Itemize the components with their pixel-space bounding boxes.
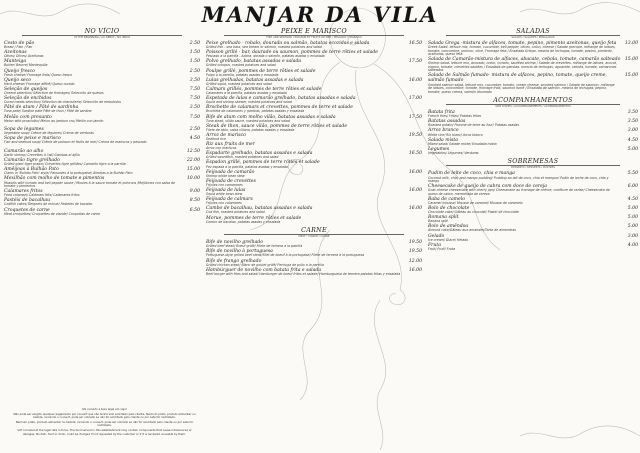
section-subtitle: AT THE BEGINNING / AU DÉBUT / NO INICIO <box>73 36 131 39</box>
menu-item-name: Riz aux fruits de mer <box>206 142 255 148</box>
menu-item-price: 19.50 <box>408 240 422 246</box>
menu-item <box>428 119 638 128</box>
menu-item-name: Cheesecake de queijo de cabra com doce de cereja <box>428 184 547 190</box>
menu-item-price: 4.50 <box>189 136 200 142</box>
menu-item-name: Morue, pommes de terre rôties et salade <box>206 215 302 221</box>
menu-item-price: 15.00 <box>186 167 200 173</box>
menu-item-description: Mussels with tomato and bell pepper sauce / Moules à la sauce tomate et poivrons /Mejillones con salsa de tomate y pimientos <box>4 180 176 189</box>
menu-item <box>4 136 200 145</box>
menu-item <box>206 188 422 197</box>
menu-item-name: Romana split <box>428 215 459 221</box>
menu-item <box>428 128 638 137</box>
menu-item-description: Vegetable soup/ Crème de légumes/ Crema de verduras <box>4 131 94 136</box>
menu-item <box>4 149 200 158</box>
menu-item-description: Hard cheese/ Fromage affiné/ Queso curado <box>4 81 75 86</box>
menu-item-description: Ice cream/ Glace/ Helado <box>428 237 469 242</box>
menu-item-price: 19.50 <box>408 132 422 138</box>
section-subtitle: MEAT / VIANDE / CARNE <box>298 235 330 239</box>
menu-item-price: 15.00 <box>624 73 638 79</box>
menu-item-price: 7.50 <box>189 114 200 120</box>
section-title: PEIXE E MARISCO <box>224 28 404 36</box>
menu-item-description: Shrimp white bean stew <box>206 173 245 178</box>
menu-item-name: Fruta <box>428 242 441 248</box>
menu-item-price: 5.50 <box>627 171 638 177</box>
menu-item-name: Pastéis de bacalhau <box>4 198 51 204</box>
menu-section-no-vicio <box>4 28 200 123</box>
menu-item-name: Batata frita <box>428 110 455 116</box>
section-title: NO VÍCIO <box>22 28 182 36</box>
menu-item-name: Baba de camelo <box>428 196 465 202</box>
menu-column-left <box>4 26 200 217</box>
menu-item <box>4 50 200 59</box>
menu-item-name: Hambúrguer de novilho com batata frita e salada <box>206 267 322 273</box>
menu-item-description: Pulpo a la parrilla, patatas asadas y ensalada <box>206 72 279 77</box>
menu-item-name: Feijoada de calmars <box>206 197 253 203</box>
menu-item <box>4 78 200 87</box>
menu-item <box>206 78 422 87</box>
menu-item <box>206 124 422 133</box>
menu-item <box>206 160 422 169</box>
menu-item <box>206 268 422 277</box>
menu-item <box>206 69 422 78</box>
menu-item <box>206 87 422 96</box>
menu-item-price: 17.50 <box>408 114 422 120</box>
menu-item-name: Camarão ao alho <box>4 148 44 154</box>
menu-item-description: Olives/ Olives/ Aceitunas <box>4 54 44 59</box>
menu-item-name: Bolo de amêndoa <box>428 224 469 230</box>
menu-item-name: Manteiga <box>4 59 27 65</box>
menu-item <box>428 110 638 119</box>
menu-item <box>428 184 638 196</box>
menu-item <box>206 115 422 124</box>
menu-item <box>206 133 422 142</box>
menu-item-name: Bife de frango grelhado <box>206 258 262 264</box>
menu-item-description: Garlic shrimp/ Crevettes à l'ail/ Gambas al ajillo <box>4 152 80 157</box>
menu-item-price: 16.50 <box>408 151 422 157</box>
menu-item-name: Seleção de queijos <box>4 86 48 92</box>
menu-item-description: Melon with prosciutto/ Melon au jambon cru/ Melón con jamón <box>4 118 104 123</box>
menu-item-name: Brochette de calamars et crevettes, pommes de terre et salade <box>206 105 353 111</box>
menu-item <box>428 138 638 147</box>
menu-item <box>206 170 422 179</box>
menu-item-price: 5.00 <box>627 224 638 230</box>
menu-item <box>206 197 422 206</box>
menu-item-description: Calamares a la parrilla, patatas asadas y ensalada <box>206 91 287 96</box>
menu-item-name: Pudim de leite de coco, chia e manga <box>428 171 515 177</box>
menu-item <box>428 171 638 183</box>
menu-item-price: 4.00 <box>627 242 638 248</box>
menu-item-description: Frijoles con calamares <box>206 201 242 206</box>
menu-item-price: 16.00 <box>408 169 422 175</box>
menu-item <box>4 69 200 78</box>
section-title: ACOMPANHAMENTOS <box>446 97 620 105</box>
menu-item-description: Grilled squid, roasted potatoes and salad <box>206 81 272 86</box>
menu-item-description: Combo de bacalao, patatas asadas y ensalada <box>206 219 281 224</box>
menu-item <box>4 167 200 176</box>
menu-section-saladas <box>428 28 638 94</box>
menu-item-name: Arroz branco <box>428 128 459 134</box>
menu-item-price: 4.50 <box>627 137 638 143</box>
menu-item-price: 9.00 <box>189 189 200 195</box>
menu-item-description: Fried calamari/ Calamars frits/ Calamares fritos <box>4 193 80 198</box>
menu-item-description: Brocheta de calamares y gambas, patatas asadas y ensalada <box>206 109 305 114</box>
menu-item-description: Grilled fish - sea bass, sea bream or salmon, roasted potatoes and salad <box>206 45 322 50</box>
menu-item <box>4 176 200 188</box>
menu-item-price: 15.00 <box>624 57 638 63</box>
menu-item-description: Banana split <box>428 219 448 224</box>
menu-item-price: 13.00 <box>624 41 638 46</box>
menu-item <box>206 59 422 68</box>
menu-item-price: 2.50 <box>189 41 200 46</box>
menu-item-description: Goat cheese cheesecake with cherry jam/ Cheesecake au fromage de chèvre, confiture de cerise/ Cheesecake de queso de cabra, mermelada de cereza <box>428 188 610 196</box>
menu-item-name: Melão com presunto <box>4 114 52 120</box>
menu-item-name: Croquetes de carne <box>4 207 50 213</box>
menu-item-description: Frijoles con camarones <box>206 182 243 187</box>
menu-item-description: Tuna steak, villão sauce, roasted potatoes and salad <box>206 118 290 123</box>
menu-item <box>428 215 638 224</box>
menu-item <box>206 50 422 59</box>
menu-item <box>4 87 200 96</box>
menu-item-name: Polvo grelhado, batatas assadas e salada <box>206 59 302 65</box>
menu-item <box>206 142 422 151</box>
menu-section-carne <box>206 227 422 276</box>
note: IVA incluído à taxa legal em vigor <box>81 407 128 411</box>
section-title: SOBREMESAS <box>446 158 620 166</box>
menu-item-price: 22.00 <box>186 158 200 164</box>
menu-item-description: Greek Salad- lettuce mix, tomato, cucumber, bell pepper, olives, onion, cheese / Salade grecque- mélange de laitues, tomate, concombre, poivron, olive, Fromage feta / Ensalada Griega- mezcla de lechugas, tomate, pepino, pimiento, aceitunas, queso feta <box>428 45 616 57</box>
restaurant-title: MANJAR DA VILA <box>201 2 439 27</box>
menu-item-price: 16.00 <box>408 77 422 83</box>
section-subtitle: FISH AND SEAFOOD / POISSON ET FRUITS DE MER / PESCADO Y MARISCO <box>266 36 362 39</box>
menu-item <box>4 158 200 167</box>
menu-item-description: Pescado a la parrilla - lubina, dorada o salmón, patatas asadas y ensalada <box>206 54 325 59</box>
section-title: SALADAS <box>446 28 620 36</box>
menu-item-price: 16.00 <box>408 188 422 193</box>
menu-item-price: 3.50 <box>189 77 200 83</box>
menu-item-name: Camarão tigre grelhado <box>4 158 60 164</box>
menu-item-name: Salada de Camarão-mistura de alfaces, abacate, cebola, tomate, camarão salteado <box>428 57 621 63</box>
menu-item-price: 5.00 <box>627 146 638 152</box>
menu-item-description: Grilled octopus, roasted potatoes and salad <box>206 63 276 68</box>
menu-item-line <box>428 215 638 220</box>
note: Nenhum prato, produto alimentar ou bebida, incluindo o couvert, pode ser cobrado se não for solicitado pelo cliente ou por este for inutilizado. <box>15 420 194 428</box>
menu-item-description: Cod fish, roasted potatoes and salad <box>206 210 265 215</box>
menu-item-name: Queijo seco <box>4 77 31 83</box>
menu-item-price: 7.50 <box>189 86 200 92</box>
menu-item-description: Meat croquettes/ Croquettes de viande/ Croquetas de carne <box>4 211 100 216</box>
menu-item-name: Feijoada de camarão <box>206 169 255 175</box>
menu-item-description: Seafood rice <box>206 136 226 141</box>
menu-item-description: Butter/ Beurre/ Mantequilla <box>4 63 48 68</box>
menu-section-sopas <box>4 127 200 145</box>
menu-item <box>206 216 422 225</box>
menu-item-name: Sopa de peixe e marisco <box>4 136 61 142</box>
menu-item-name: Amêijoas à Bulhão Pato <box>4 167 59 173</box>
menu-item <box>4 198 200 207</box>
menu-item-price: 1.50 <box>189 50 200 56</box>
menu-section-sobremesas <box>428 158 638 251</box>
menu-item-name: Batatas assadas <box>428 119 466 125</box>
menu-item <box>4 59 200 68</box>
menu-item-description: Chocolate cake/ Gâteau au chocolat/ Pastel de chocolate <box>428 210 519 215</box>
menu-item-name: Poulpe grillé, pommes de terre rôties et salade <box>206 68 316 74</box>
menu-item-price: 12.00 <box>408 258 422 264</box>
menu-item-description: Roasted potato/ Pomme de terre au four/ Patatas asadas <box>428 123 519 128</box>
menu-item-name: Azeitonas <box>4 50 27 56</box>
menu-item <box>4 189 200 198</box>
menu-item <box>428 243 638 252</box>
menu-item-line <box>428 243 638 248</box>
menu-item-name: Espetada de lulas e camarão grelhado, batatas assadas e salada <box>206 96 356 102</box>
menu-item-description: French fries/ Frites/ Patatas fritas <box>428 114 482 119</box>
menu-column-middle <box>206 26 422 277</box>
menu-item-price: 6.00 <box>627 184 638 190</box>
menu-item-description: Bread / Pain / Pan <box>4 45 33 50</box>
menu-item <box>428 206 638 215</box>
menu-item <box>428 224 638 233</box>
menu-item-name: Mexilhão com molho de tomate e pimentos <box>4 176 105 182</box>
menu-item-name: Queijo fresco <box>4 68 35 74</box>
menu-item-price: 3.00 <box>627 128 638 134</box>
menu-item-price: 5.00 <box>627 215 638 221</box>
menu-item-price: 7.50 <box>189 96 200 102</box>
menu-item-description: Portuguese-style grilled beef steak/Filet de boeuf à la portugaise/ Filete de ternera a la portuguesa <box>206 253 365 258</box>
menu-item-name: Seleção de enchidos <box>4 96 52 102</box>
menu-item <box>206 96 422 105</box>
menu-item-description: Squid white bean stew <box>206 192 243 197</box>
menu-item-description: Mixed salad/ Salade mixte/ Ensalada mixta <box>428 141 497 146</box>
menu-item-price: 12.50 <box>186 148 200 154</box>
menu-item-price: 3.00 <box>627 233 638 239</box>
menu-item <box>4 208 200 217</box>
menu-item-price: 2.50 <box>189 68 200 74</box>
menu-item-price: 16.50 <box>408 41 422 46</box>
tentacle-5 <box>374 300 386 450</box>
note: VAT included at the legal rate in force. The food served in this establishment may contain components that cause intolerances or allergies. No dish, food or drink, could be charged if not requested by the customer or if it is rendered unusable by them. <box>17 428 192 436</box>
menu-item-price: 3.50 <box>627 119 638 125</box>
section-subtitle: SIDE DISHES / ACCOMPAGNEMENTS / ACOMPAÑAMIENTOS <box>495 105 571 109</box>
menu-item-name: Pâté de atum / Pâté de sardinha <box>4 105 79 111</box>
menu-item-name: Bolo de chocolate <box>428 205 470 211</box>
menu-item <box>428 41 638 57</box>
menu-item-price: 17.00 <box>408 96 422 102</box>
menu-item-name: Feijoada de lulas <box>206 188 246 193</box>
menu-item <box>4 127 200 136</box>
menu-item-description: Beef burger with fries and salad/ Hamburger de boeuf frites et salade/ Hamburguesa de ternera patatas fritas y ensalada <box>206 271 401 276</box>
menu-item-description: Coconut milk, chia, and mango pudding/ Pudding au lait de coco, chia et mangue/ Pudín de leche de coco, chía y mango <box>428 175 609 183</box>
menu-item-price: 5.00 <box>627 205 638 211</box>
menu-item <box>206 206 422 215</box>
menu-item-name: Bife de novilho grelhado <box>206 240 264 246</box>
menu-item-description: Fruit/ Fruit/ Fruta <box>428 246 456 251</box>
menu-item-name: Arroz de marisco <box>206 132 246 138</box>
menu-item-name: Cambo de bacalhau, batatas assadas e salada <box>206 206 313 212</box>
menu-item-description: Cheese selection/ Sélection de fromages/ Selección de quesos <box>4 91 104 96</box>
menu-item <box>206 151 422 160</box>
menu-item-description: Caramel mousse/ Mousse de caramel/ Mousse de caramelo <box>428 200 523 205</box>
menu-item-line <box>206 142 422 147</box>
menu-item-description: Filete de atún, salsa villana, patatas asadas y ensalada <box>206 127 295 132</box>
menu-item <box>428 147 638 156</box>
menu-item-name: Lulas grelhadas, batatas assadas e salada <box>206 77 304 83</box>
menu-item-price: 2.50 <box>189 127 200 133</box>
menu-item-description: Cured meats selection/ Sélection de charcuterie/ Selección de embutidos <box>4 100 121 105</box>
menu-item-name: Salada de Salmão fumado- mistura de alfaces, pepino, tomate, queijo creme, salmão fumado <box>428 73 607 84</box>
menu-section-marisco <box>4 149 200 216</box>
section-subtitle: SALADS / SALADES / ENSALADAS <box>511 36 555 39</box>
menu-item <box>428 57 638 73</box>
menu-item-name: Feijoada de crevettes <box>206 178 256 184</box>
menu-item-name: Espadarte grelhado, batatas assadas e salada <box>206 151 313 157</box>
menu-item-description: Almond cake/Gâteau aux amandes/Tarta de almendras <box>428 228 516 233</box>
menu-item-price: 4.50 <box>627 196 638 202</box>
menu-item-name: Poisson grillé - bar, daurade ou saumon, pommes de terre rôties et salade <box>206 50 379 56</box>
menu-item-line <box>4 41 200 46</box>
menu-item <box>206 105 422 114</box>
menu-item-price: 6.50 <box>189 207 200 213</box>
menu-item <box>4 41 200 50</box>
menu-item-description: Squid and shrimp skewer, roasted potatoes and salad <box>206 100 292 105</box>
menu-item-name: Peixe grelhado - robalo, dourada ou salmão, batatas ecozidas e salada <box>206 41 370 46</box>
note: Não pode ser exigido qualquer pagamento por couvert que não tenha sido solicitado pelo cliente. Nenhum prato, produto alimentar ou bebida, incluindo o couvert, pode ser cobrado se não for solicitado pelo cliente ou por este for inutilizado. <box>13 411 196 420</box>
menu-section-acompanhamentos <box>428 97 638 155</box>
menu-item-description: Pez espada a la parrilla, patatas asadas y ensalada <box>206 164 288 169</box>
menu-item-price: 10.00 <box>186 176 200 182</box>
menu-item-name: Salada mista <box>428 137 459 143</box>
menu-item-description: Grilled giant tiger prawn/ Crevettes tigre grillées/ Camarón tigre a la parrilla <box>4 162 126 167</box>
menu-item-description: White rice/ Riz blanc/ Arroz blanco <box>428 132 483 137</box>
menu-item <box>206 240 422 249</box>
menu-item <box>206 41 422 50</box>
menu-item-description: Tuna pate/ Sardine pate Pâté de thon / Pâté de sardine <box>4 109 92 114</box>
menu-item <box>4 115 200 124</box>
menu-item-description: Grilled swordfish, roasted potatoes and salad <box>206 155 279 160</box>
menu-item-name: Sopa de legumes <box>4 127 44 133</box>
menu-item-description: Smoked salmon salad- lettuce mix, cucumber, tomato, cream cheese, smoked salmon / Salade de saumon- mélange de laitues, concombre, tomate, fromage frais, saumon fumé / Ensalada de salmón- mezcla de lechugas, pepino, tomate, queso crema, salmón ahumado <box>428 82 615 94</box>
menu-item-name: Espadon grillé, pommes de terre rôties et salade <box>206 160 320 166</box>
menu-item-description: Fish and seafood soup/ Crème de poisson et fruits de mer/ Crema de mariscos y pescado <box>4 140 147 145</box>
menu-item-description: Grilled chicken steak/ Blanc de poulet grillé/ Pechuga de pollo a la parrilla <box>206 262 324 267</box>
legal-notes <box>12 408 197 437</box>
menu-item-name: Cesto de pão <box>4 41 35 46</box>
menu-item-price: 16.00 <box>408 206 422 212</box>
bottom-right-wave <box>520 426 640 438</box>
menu-item <box>428 73 638 94</box>
section-subtitle: DESSERTS / DESSERTS / POSTRES <box>511 166 555 170</box>
menu-item-price: 1.50 <box>189 59 200 65</box>
menu-item-description: Arroz con mariscos <box>206 146 237 151</box>
menu-item-name: Bife de atum com molho vilão, batatas assadas e salada <box>206 114 336 120</box>
menu-item-name: Calmars grillés, pommes de terre rôties et salade <box>206 86 322 92</box>
menu-item-description: Vegetables/ Légumes/ Verduras <box>428 150 479 155</box>
menu-item <box>206 259 422 268</box>
menu-item <box>4 96 200 105</box>
menu-item-price: 19.50 <box>408 249 422 255</box>
menu-item <box>206 179 422 188</box>
menu-item-price: 16.00 <box>408 267 422 273</box>
menu-item <box>4 105 200 114</box>
menu-item-price: 8.50 <box>189 198 200 204</box>
menu-item-price: 17.50 <box>408 59 422 65</box>
menu-item-description: Shrimp salad- lettuce mix, avocado, onion, tomato, sautéed shrimp / Salade de crevettes- mélange de laitues, avocat, oignon, tomate, crevettes sautées / Ensalada de gambas- mezcla de lechugas, aguacate, cebolla, tomate, camarones salteados <box>428 61 618 73</box>
menu-item-description: Fresh cheese/ Fromage frais/ Queso fresco <box>4 72 73 77</box>
tentacle-curl-2 <box>390 290 406 305</box>
menu-item-price: 3.50 <box>627 110 638 116</box>
menu-item-price: 3.50 <box>189 105 200 111</box>
menu-item-name: Gelado <box>428 233 445 239</box>
menu-item-name: Steak de thon, sauce vilão, pommes de terre rôties et salade <box>206 123 348 129</box>
menu-item <box>428 197 638 206</box>
menu-item-name: Legumes <box>428 146 450 152</box>
menu-item-name: Bife de novilho à portuguesa <box>206 249 273 255</box>
menu-item-name: Salada Grega -mistura de alfaces, tomate, pepino, pimento azeitonas, queijo feta <box>428 41 617 46</box>
menu-item-description: Codfish cakes/ Beignets de morue/ Pasteles de bacalao <box>4 202 93 207</box>
menu-column-right <box>428 26 638 252</box>
section-title: CARNE <box>224 227 404 235</box>
menu-section-peixe <box>206 28 422 224</box>
menu-item-line <box>206 133 422 138</box>
menu-item <box>206 249 422 258</box>
menu-item-description: Grilled beef steak/ Boeuf grillé/ Filete de ternera a la parrilla <box>206 244 303 249</box>
menu-item-name: Calamares fritos <box>4 189 43 195</box>
menu-item <box>428 234 638 243</box>
menu-item-description: Clams in 'Bulhão Pato' style/ Palourdes à la portugaise/ Almejas a la Bulhão Pato <box>4 171 133 176</box>
